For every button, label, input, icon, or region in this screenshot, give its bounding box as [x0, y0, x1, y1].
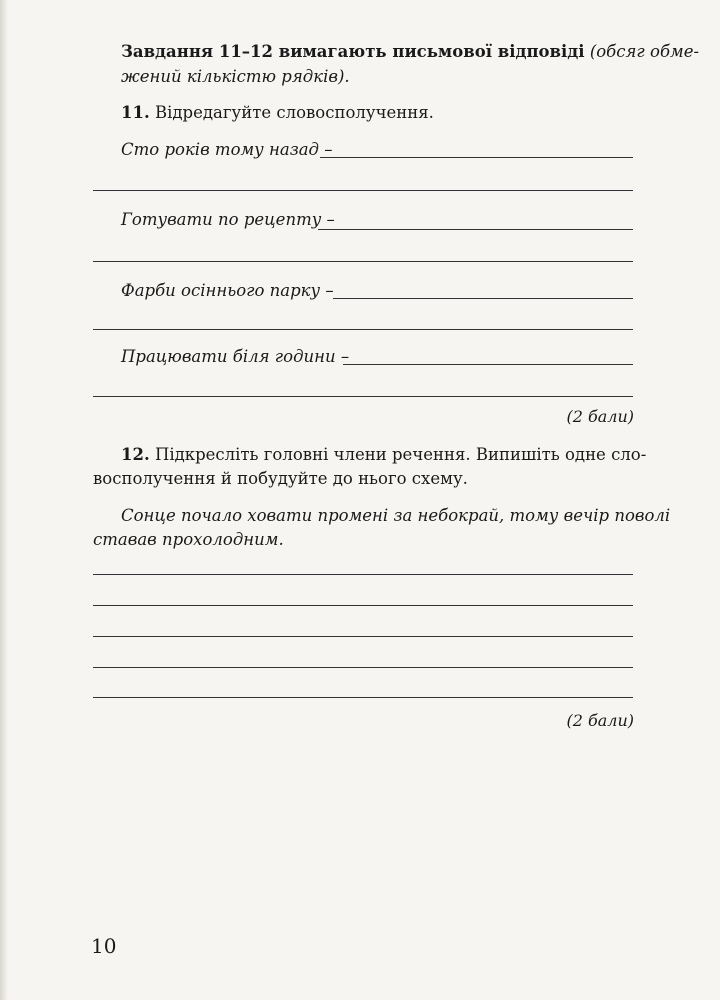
answer-line[interactable]: [93, 190, 633, 191]
task11-number: 11.: [121, 103, 150, 122]
answer-line[interactable]: [93, 261, 633, 262]
task12-sentence-1: Сонце почало ховати промені за небокрай, тому вечір поволі: [121, 506, 671, 525]
answer-line[interactable]: [93, 396, 633, 397]
intro-italic-text-1: (обсяг обме-: [589, 42, 700, 61]
task12-number: 12.: [121, 445, 150, 464]
answer-line[interactable]: [93, 605, 633, 606]
answer-line[interactable]: [93, 667, 633, 668]
task12-instruction-2: восполучення й побудуйте до нього схему.: [93, 469, 468, 488]
task11-score: (2 бали): [566, 407, 634, 426]
answer-line[interactable]: [320, 157, 633, 158]
answer-line[interactable]: [318, 229, 633, 230]
task12-heading-line-1: [121, 445, 646, 465]
intro-bold-text: Завдання 11–12 вимагають письмової відповіді: [121, 42, 585, 61]
task11-phrase-2: Готувати по рецепту –: [121, 210, 335, 229]
answer-line[interactable]: [93, 636, 633, 637]
intro-italic-text-2: жений кількістю рядків).: [121, 67, 350, 86]
task11-instruction: Відредагуйте словосполучення.: [154, 103, 434, 122]
answer-line[interactable]: [343, 364, 633, 365]
task12-score: (2 бали): [566, 711, 634, 730]
answer-line[interactable]: [93, 697, 633, 698]
task12-instruction-1: Підкресліть головні члени речення. Випишіть одне сло-: [154, 445, 647, 464]
task12-sentence-2: ставав прохолодним.: [93, 530, 284, 549]
page-number: 10: [91, 934, 117, 958]
page-edge-shadow: [0, 0, 8, 1000]
task11-phrase-1: Сто років тому назад –: [121, 140, 333, 159]
answer-line[interactable]: [93, 574, 633, 575]
answer-line[interactable]: [333, 298, 633, 299]
intro-line-1: [121, 42, 699, 62]
task11-phrase-4: Працювати біля години –: [121, 347, 350, 366]
answer-line[interactable]: [93, 329, 633, 330]
task11-heading: [121, 103, 434, 123]
task11-phrase-3: Фарби осіннього парку –: [121, 281, 334, 300]
